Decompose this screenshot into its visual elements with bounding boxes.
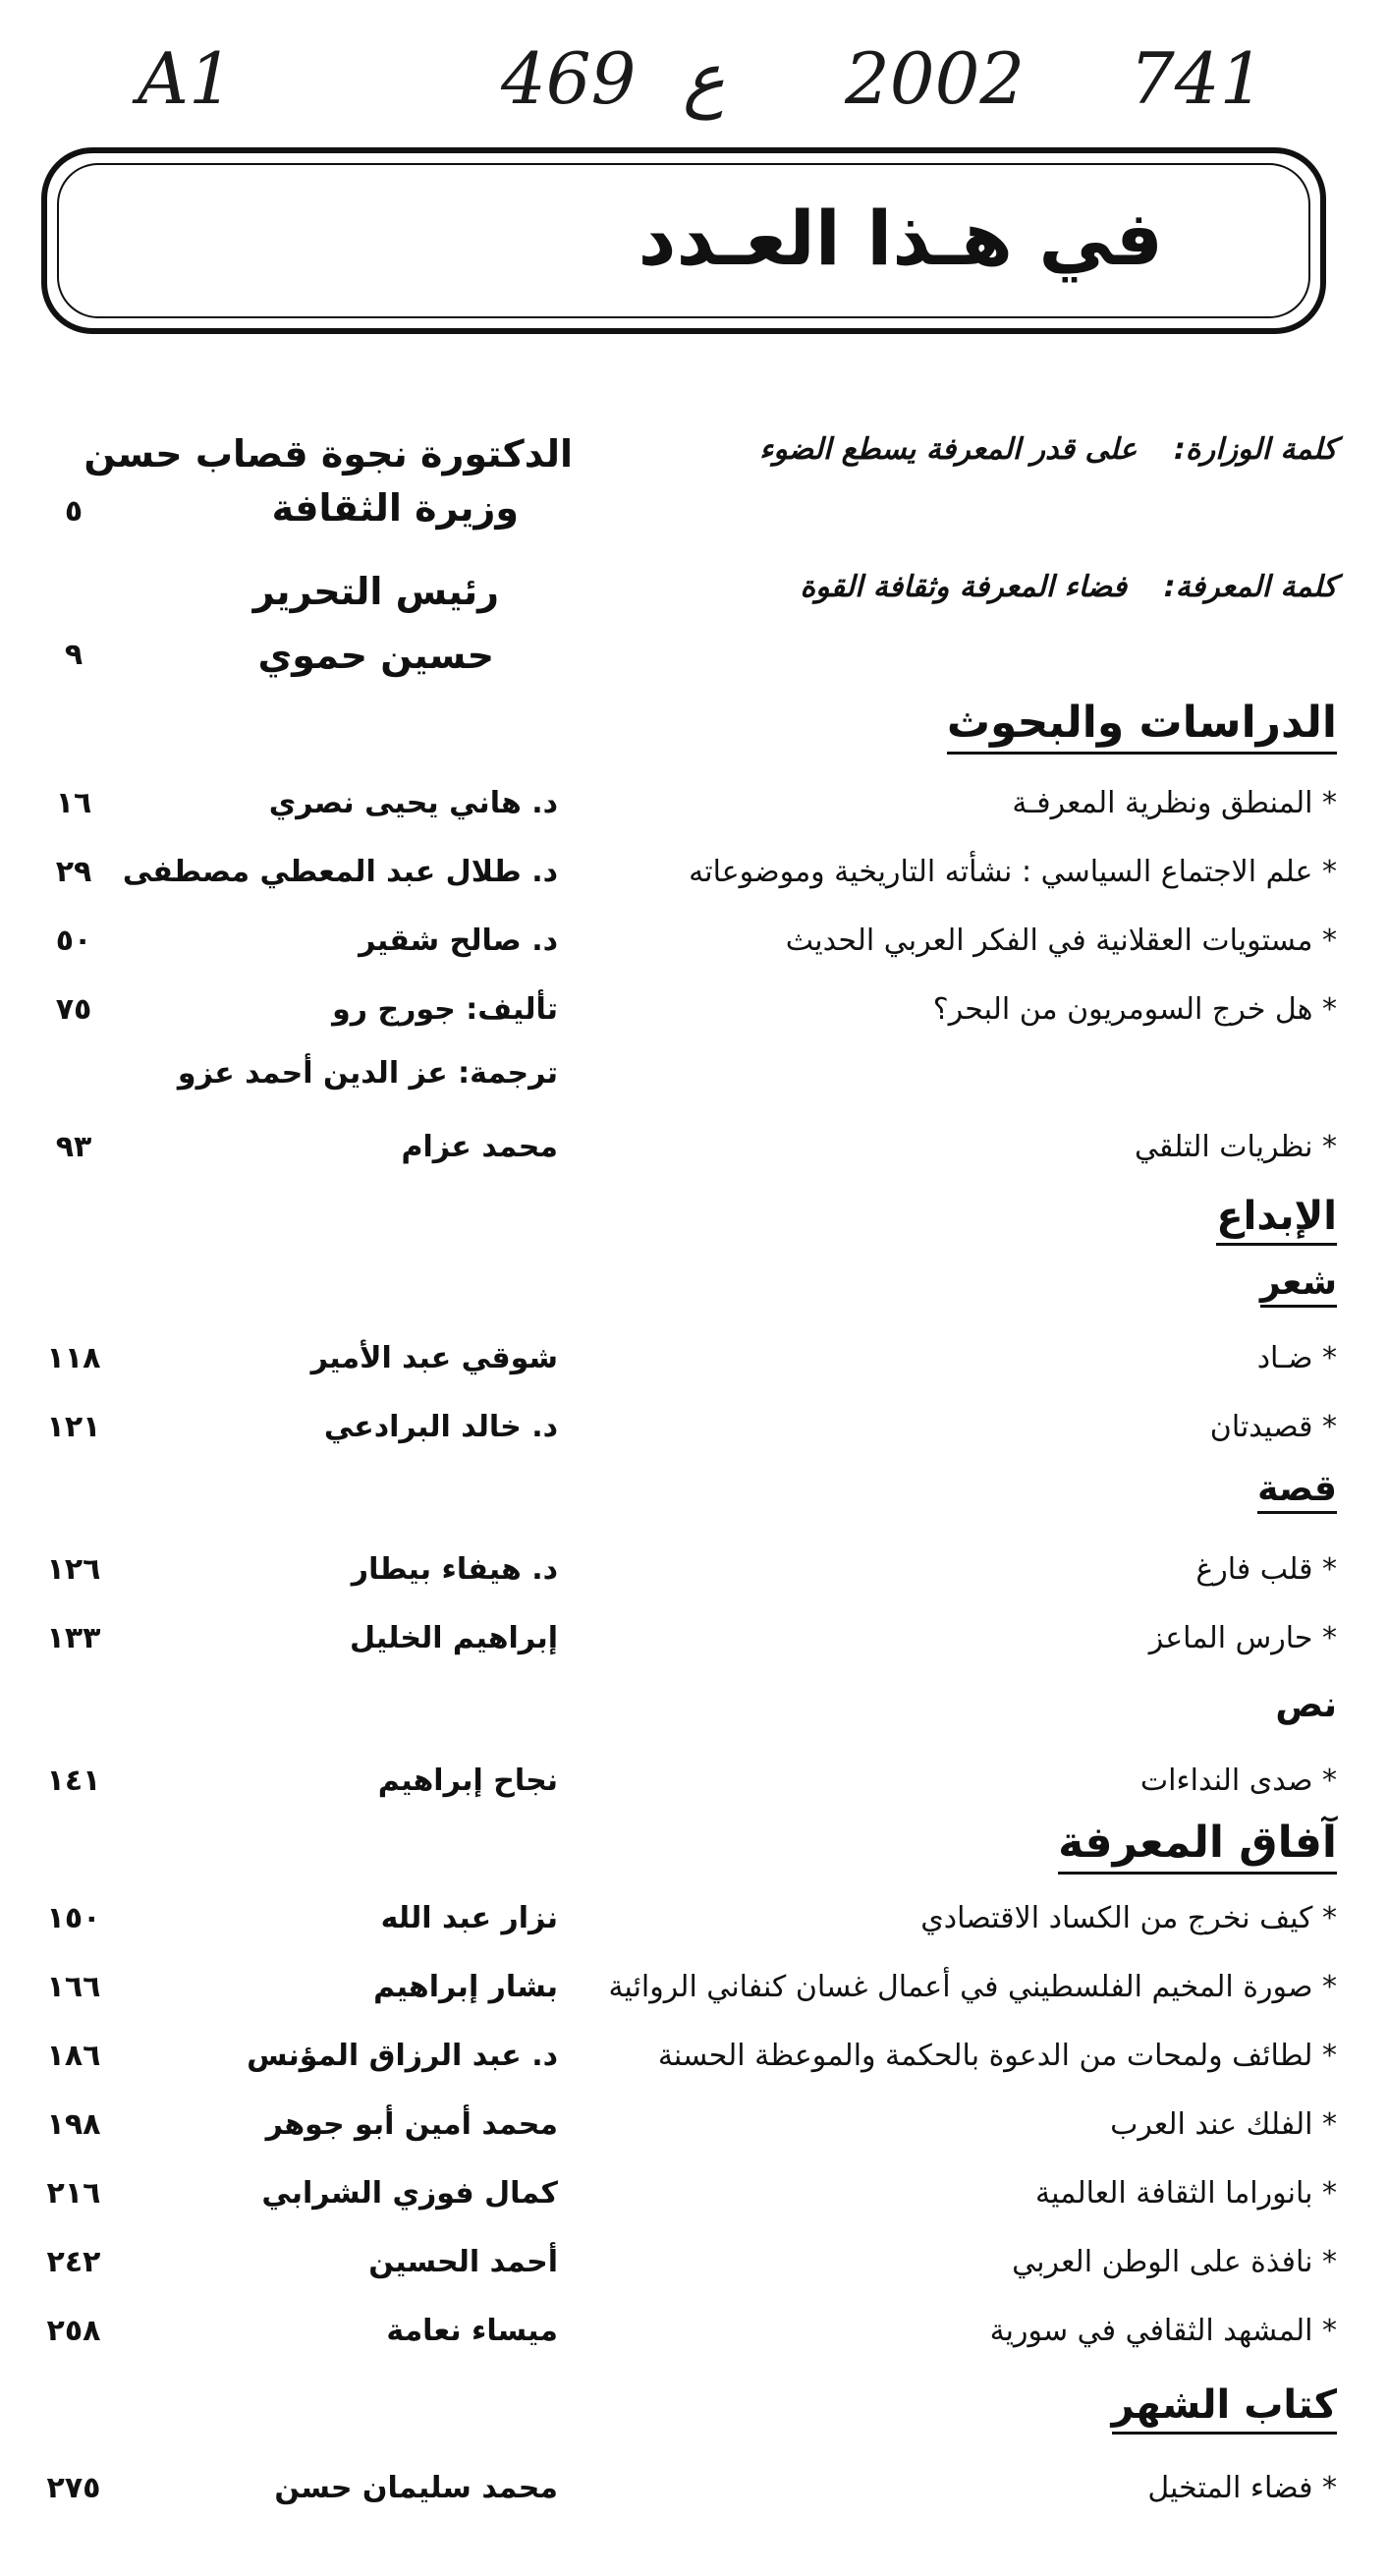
article-title: * هل خرج السومريون من البحر؟ (932, 992, 1337, 1027)
editorial-label: كلمة الوزارة: (1173, 432, 1337, 467)
page-number: ١٦ (55, 786, 92, 820)
section-heading-book: كتاب الشهر (1112, 2382, 1337, 2435)
article-title: * الفلك عند العرب (1110, 2107, 1337, 2142)
article-author: نزار عبد الله (380, 1901, 558, 1935)
subsection-heading-text: نص (1275, 1685, 1337, 1725)
article-translator: ترجمة: عز الدين أحمد عزو (177, 1056, 558, 1091)
article-title: * علم الاجتماع السياسي : نشأته التاريخية وموضوعاته (689, 855, 1337, 889)
article-title: * نظريات التلقي (1135, 1130, 1337, 1164)
section-heading-studies: الدراسات والبحوث (947, 698, 1337, 755)
handwritten-year: 2002 (845, 37, 1026, 120)
page-number: ٩ (64, 638, 83, 672)
article-author: بشار إبراهيم (373, 1970, 558, 2004)
article-author: محمد عزام (401, 1130, 558, 1164)
article-title: * نافذة على الوطن العربي (1012, 2245, 1337, 2279)
handwritten-number: 469 (501, 37, 637, 120)
article-author: د. هيفاء بيطار (351, 1552, 558, 1587)
editorial-author-role: وزيرة الثقافة (271, 486, 519, 530)
editorial-author-role: رئيس التحرير (252, 570, 499, 613)
page-number: ١٢٦ (46, 1552, 101, 1587)
page-number: ٧٥ (55, 992, 92, 1027)
article-author: شوقي عبد الأمير (310, 1341, 558, 1375)
article-author: أحمد الحسين (368, 2245, 558, 2279)
page-number: ١٤١ (46, 1764, 101, 1798)
article-author: محمد سليمان حسن (274, 2471, 558, 2505)
page-number: ٢١٦ (46, 2176, 101, 2211)
article-author: د. هاني يحيى نصري (268, 786, 558, 820)
subsection-heading-poetry: شعر (1260, 1262, 1337, 1308)
page-number: ١٨٦ (46, 2039, 101, 2073)
handwritten-number: 741 (1130, 37, 1265, 120)
editorial-label: كلمة المعرفة: (1163, 570, 1337, 604)
article-author: د. عبد الرزاق المؤنس (247, 2039, 558, 2073)
article-author: محمد أمين أبو جوهر (265, 2107, 558, 2142)
page-number: ٥٠ (55, 924, 92, 958)
editorial-author: حسين حموي (257, 634, 494, 677)
article-title: * حارس الماعز (1148, 1621, 1337, 1655)
article-author: إبراهيم الخليل (350, 1621, 558, 1655)
article-title: * فضاء المتخيل (1147, 2471, 1337, 2505)
article-author: كمال فوزي الشرابي (261, 2176, 558, 2211)
page-number: ١٩٨ (46, 2107, 101, 2142)
page-number: ٢٧٥ (46, 2471, 101, 2505)
article-title: * صدى النداءات (1139, 1764, 1337, 1798)
page-title: في هـذا العـدد (638, 195, 1163, 282)
editorial-title: فضاء المعرفة وثقافة القوة (800, 570, 1128, 604)
article-title: * قلب فارغ (1195, 1552, 1337, 1587)
article-author: ميساء نعامة (386, 2314, 558, 2348)
article-author: د. خالد البرادعي (323, 1410, 558, 1444)
page-number: ٢٩ (55, 855, 92, 889)
article-title: * صورة المخيم الفلسطيني في أعمال غسان كنفاني الروائية (608, 1970, 1337, 2004)
section-heading-creativity: الإبداع (1216, 1194, 1337, 1246)
article-title: * لطائف ولمحات من الدعوة بالحكمة والموعظة الحسنة (657, 2039, 1337, 2073)
editorial-author: الدكتورة نجوة قصاب حسن (83, 432, 573, 476)
page-number: ١٥٠ (46, 1901, 101, 1935)
handwritten-code: A1 (138, 37, 234, 120)
page-number: ١٦٦ (46, 1970, 101, 2004)
article-title: * بانوراما الثقافة العالمية (1035, 2176, 1337, 2211)
article-author: نجاح إبراهيم (377, 1764, 558, 1798)
title-frame (41, 147, 1326, 334)
page-number: ١١٨ (46, 1341, 101, 1375)
article-author: د. صالح شقير (359, 924, 558, 958)
article-title: * المشهد الثقافي في سورية (989, 2314, 1337, 2348)
subsection-heading-story: قصة (1257, 1469, 1337, 1514)
article-author: د. طلال عبد المعطي مصطفى (122, 855, 558, 889)
page-number: ٩٣ (55, 1130, 92, 1164)
article-title: * ضـاد (1256, 1341, 1337, 1375)
article-title: * المنطق ونظرية المعرفـة (1012, 786, 1337, 820)
page-number: ١٣٣ (46, 1621, 101, 1655)
page-number: ٥ (64, 494, 83, 529)
page-number: ١٢١ (46, 1410, 101, 1444)
page-number: ٢٥٨ (46, 2314, 101, 2348)
handwritten-annotation (138, 37, 1267, 145)
editorial-title: على قدر المعرفة يسطع الضوء (759, 432, 1138, 467)
page-number: ٢٤٢ (46, 2245, 101, 2279)
article-title: * كيف نخرج من الكساد الاقتصادي (920, 1901, 1337, 1935)
article-title: * قصيدتان (1209, 1410, 1337, 1444)
handwritten-letter: ع (683, 37, 725, 120)
section-heading-horizons: آفاق المعرفة (1058, 1818, 1337, 1875)
article-title: * مستويات العقلانية في الفكر العربي الحديث (785, 924, 1337, 958)
article-author: تأليف: جورج رو (332, 992, 558, 1027)
